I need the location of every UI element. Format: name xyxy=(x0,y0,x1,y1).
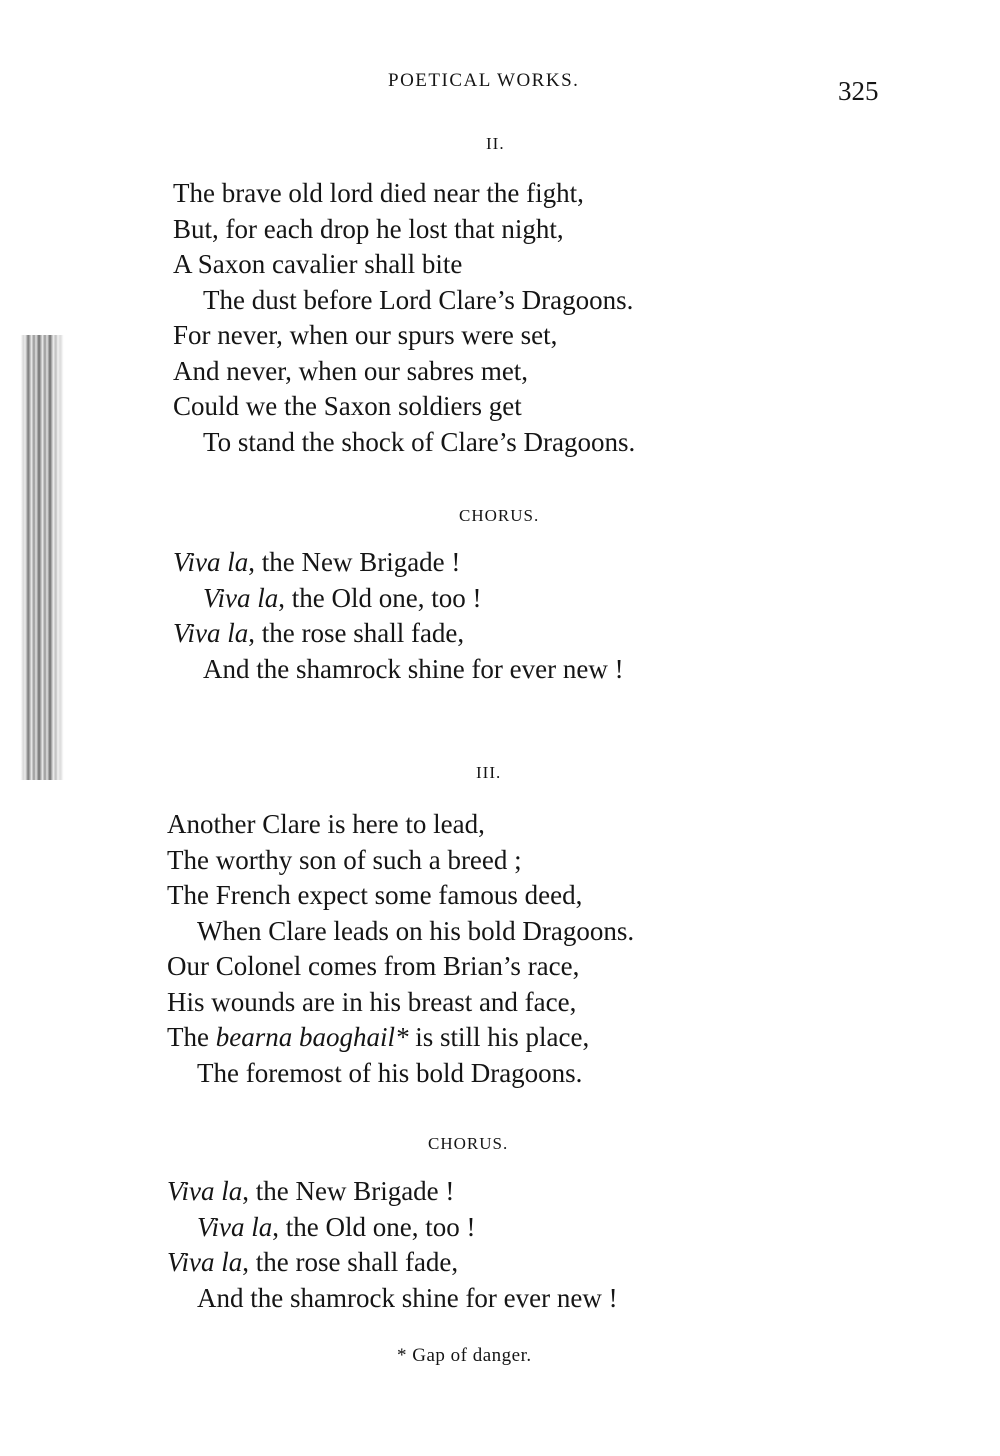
chorus-line: And the shamrock shine for ever new ! xyxy=(203,653,624,684)
chorus-line: Viva la, the rose shall fade, xyxy=(167,1247,459,1277)
footnote-reference: bearna baoghail* xyxy=(215,1022,409,1052)
chorus-line: Viva la, the Old one, too ! xyxy=(197,1211,476,1242)
verse-line-refrain: When Clare leads on his bold Dragoons. xyxy=(197,915,635,946)
chorus-line: And the shamrock shine for ever new ! xyxy=(197,1282,618,1313)
chorus-line: Viva la, the Old one, too ! xyxy=(203,582,482,613)
verse-line: A Saxon cavalier shall bite xyxy=(173,249,463,279)
verse-line: For never, when our spurs were set, xyxy=(173,320,558,350)
page-number: 325 xyxy=(838,76,879,106)
chorus-ii xyxy=(173,545,624,687)
chorus-line: Viva la, the New Brigade ! xyxy=(167,1176,455,1206)
verse-line: And never, when our sabres met, xyxy=(173,355,529,386)
chorus-label: CHORUS. xyxy=(428,1134,509,1153)
section-numeral-ii: II. xyxy=(486,134,505,153)
verse-line: The French expect some famous deed, xyxy=(167,880,583,910)
verse-line: Could we the Saxon soldiers get xyxy=(173,391,522,421)
verse-line-refrain: The foremost of his bold Dragoons. xyxy=(197,1057,583,1088)
chorus-line: Viva la, the rose shall fade, xyxy=(173,618,465,648)
verse-line: Our Colonel comes from Brian’s race, xyxy=(167,951,580,981)
verse-line-refrain: The dust before Lord Clare’s Dragoons. xyxy=(203,284,634,315)
verse-line-refrain: To stand the shock of Clare’s Dragoons. xyxy=(203,426,636,457)
chorus-label: CHORUS. xyxy=(459,506,540,525)
verse-line: The worthy son of such a breed ; xyxy=(167,844,522,875)
footnote: * Gap of danger. xyxy=(397,1345,532,1366)
verse-line: But, for each drop he lost that night, xyxy=(173,213,564,244)
running-head: POETICAL WORKS. xyxy=(388,70,580,91)
binding-shadow xyxy=(20,335,64,780)
verse-line: His wounds are in his breast and face, xyxy=(167,986,577,1017)
verse-line: The brave old lord died near the fight, xyxy=(173,178,584,208)
chorus-iii xyxy=(167,1174,618,1316)
chorus-line: Viva la, the New Brigade ! xyxy=(173,547,461,577)
verse-line: Another Clare is here to lead, xyxy=(167,809,485,839)
stanza-ii xyxy=(173,176,635,460)
stanza-iii xyxy=(167,807,634,1091)
section-numeral-iii: III. xyxy=(476,763,502,782)
verse-line: The bearna baoghail* is still his place, xyxy=(167,1022,590,1052)
